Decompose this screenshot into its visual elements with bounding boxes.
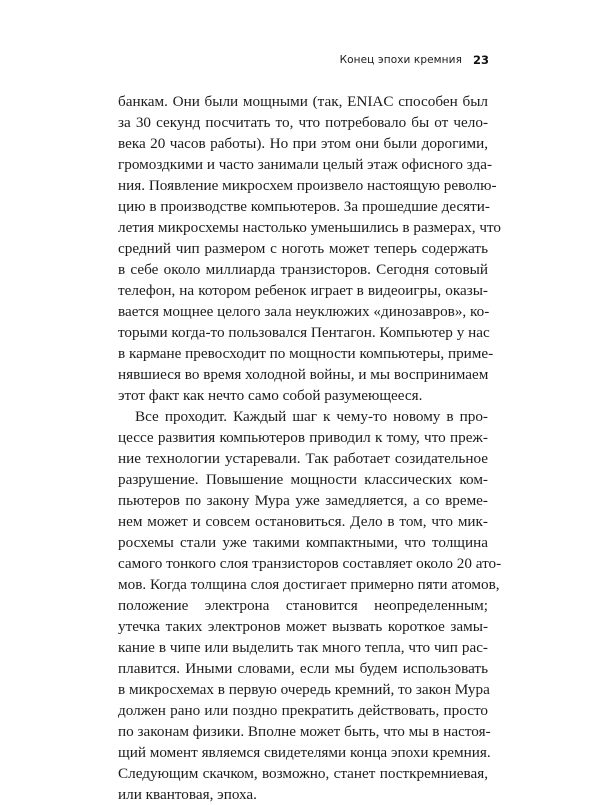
text-line: банкам. Они были мощными (так, ENIAC способен был bbox=[118, 93, 488, 110]
text-line: положение электрона становится неопределенным; bbox=[118, 597, 488, 614]
text-line: за 30 секунд посчитать то, что потребовало бы от чело- bbox=[118, 114, 488, 131]
page-number: 23 bbox=[473, 53, 490, 67]
text-line: Все проходит. Каждый шаг к чему-то новому в про- bbox=[135, 408, 488, 425]
paragraph bbox=[118, 406, 502, 805]
text-line: громоздкими и часто занимали целый этаж офисного зда- bbox=[118, 156, 493, 173]
text-line: ния. Появление микросхем произвело настоящую револю- bbox=[118, 177, 497, 194]
text-line: плавится. Иными словами, если мы будем использовать bbox=[118, 660, 488, 677]
text-line: кание в чипе или выделить так много тепла, что чип рас- bbox=[118, 639, 488, 656]
text-line: росхемы стали уже такими компактными, что толщина bbox=[118, 534, 488, 551]
text-line: средний чип размером с ноготь может теперь содержать bbox=[118, 240, 488, 257]
text-line: разрушение. Повышение мощности классических ком- bbox=[118, 471, 488, 488]
text-line: в микросхемах в первую очередь кремний, то закон Мура bbox=[118, 681, 490, 698]
text-line: мов. Когда толщина слоя достигает примерно пяти атомов, bbox=[118, 576, 500, 593]
body-text bbox=[118, 91, 502, 805]
text-line: самого тонкого слоя транзисторов составляет около 20 ато- bbox=[118, 555, 502, 572]
text-line: в кармане превосходит по мощности компьютеры, приме- bbox=[118, 345, 494, 362]
text-line: века 20 часов работы). Но при этом они были дорогими, bbox=[118, 135, 488, 152]
text-line: Следующим скачком, возможно, станет посткремниевая, bbox=[118, 765, 488, 782]
text-line: торыми когда-то пользовался Пентагон. Компьютер у нас bbox=[118, 324, 490, 341]
text-line: в себе около миллиарда транзисторов. Сегодня сотовый bbox=[118, 261, 488, 278]
text-line: или квантовая, эпоха. bbox=[118, 786, 257, 803]
text-line: вается мощнее целого зала неуклюжих «динозавров», ко- bbox=[118, 303, 490, 320]
text-line: цию в производстве компьютеров. За прошедшие десяти- bbox=[118, 198, 490, 215]
text-line: нем может и совсем остановиться. Дело в том, что мик- bbox=[118, 513, 488, 530]
text-line: нявшиеся во время холодной войны, и мы воспринимаем bbox=[118, 366, 489, 383]
text-line: щий момент являемся свидетелями конца эпохи кремния. bbox=[118, 744, 491, 761]
paragraph bbox=[118, 91, 502, 406]
text-line: ние технологии устаревали. Так работает созидательное bbox=[118, 450, 488, 467]
text-line: этот факт как нечто само собой разумеющееся. bbox=[118, 387, 423, 404]
text-line: по законам физики. Вполне может быть, что мы в настоя- bbox=[118, 723, 491, 740]
text-line: телефон, на котором ребенок играет в видеоигры, оказы- bbox=[118, 282, 488, 299]
text-line: должен рано или поздно прекратить действовать, просто bbox=[118, 702, 488, 719]
running-head-title: Конец эпохи кремния bbox=[339, 54, 462, 66]
text-line: пьютеров по закону Мура уже замедляется, а со време- bbox=[118, 492, 488, 509]
text-line: летия микросхемы настолько уменьшились в размерах, что bbox=[118, 219, 502, 236]
text-line: утечка таких электронов может вызвать короткое замы- bbox=[118, 618, 488, 635]
text-line: цессе развития компьютеров приводил к тому, что преж- bbox=[118, 429, 488, 446]
